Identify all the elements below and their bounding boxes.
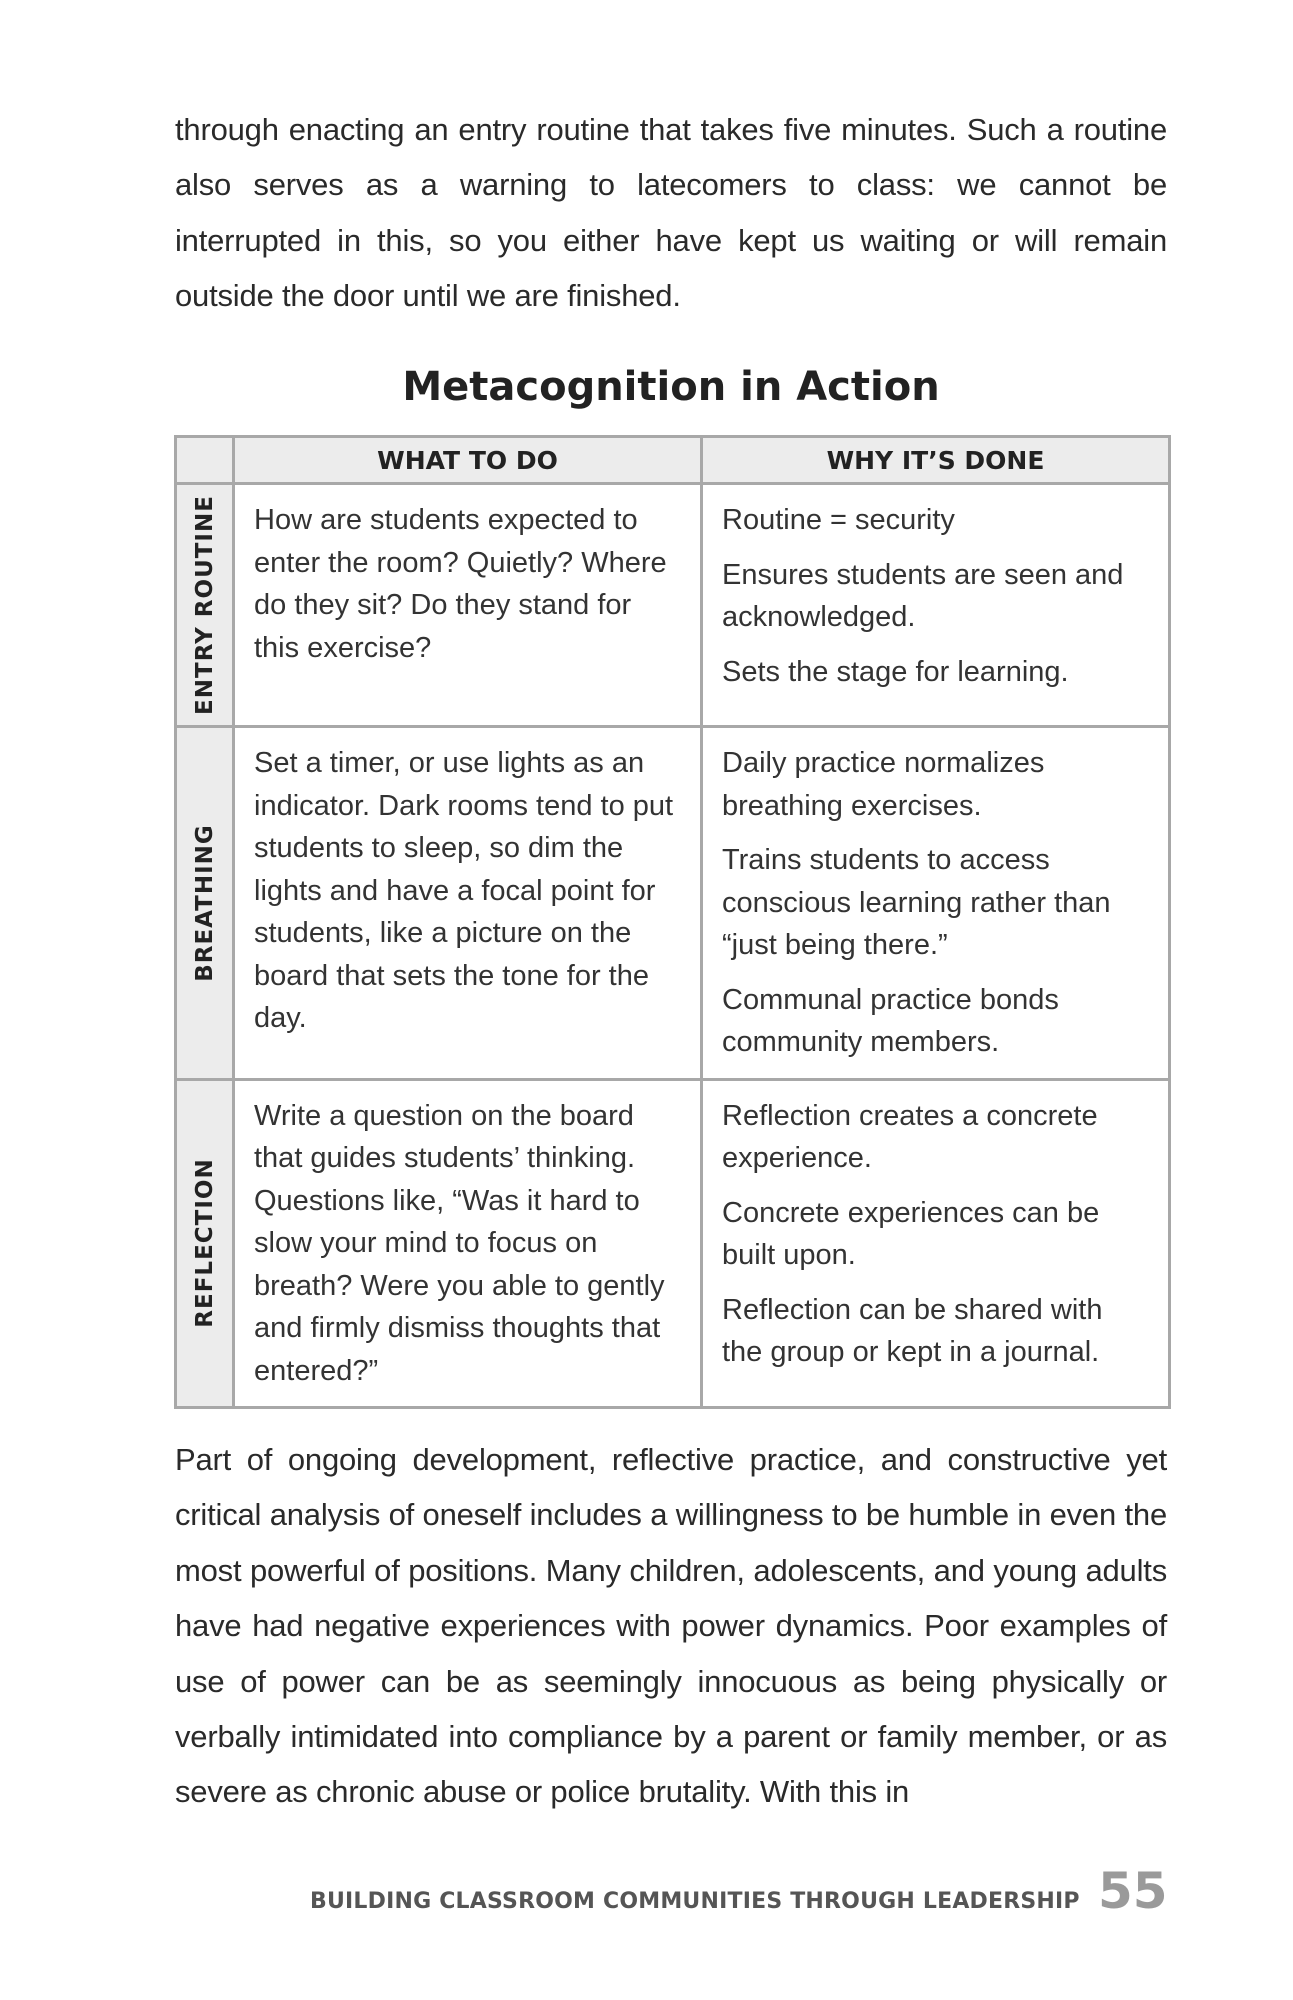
- why-text: Reflection creates a concrete experience.: [722, 1099, 1098, 1174]
- why-text: Daily practice normalizes breathing exercises.: [722, 747, 1045, 822]
- metacognition-table: [174, 435, 1171, 1409]
- why-text: Trains students to access conscious learning rather than “just being there.”: [722, 844, 1111, 961]
- row-label-text: ENTRY ROUTINE: [191, 495, 218, 715]
- row-label-reflection: [176, 1079, 234, 1408]
- what-text: Write a question on the board that guides students’ thinking. Questions like, “Was it hard to slow your mind to focus on breath? Were you able to gently and firmly dismiss thoughts that entered?”: [254, 1099, 665, 1387]
- why-cell-breathing: [702, 727, 1170, 1080]
- table-row-breathing: [176, 727, 1170, 1080]
- running-footer-title: BUILDING CLASSROOM COMMUNITIES THROUGH LEADERSHIP: [310, 1889, 1080, 1914]
- why-cell-entry-routine: [702, 484, 1170, 727]
- why-cell-reflection: [702, 1079, 1170, 1408]
- what-text: Set a timer, or use lights as an indicator. Dark rooms tend to put students to sleep, so dim the lights and have a focal point for students, like a picture on the board that sets the tone for the day.: [254, 747, 674, 1034]
- body-paragraph-bottom: Part of ongoing development, reflective practice, and constructive yet critical analysis of oneself includes a willingness to be humble in even the most powerful of positions. Many children, adolescents, and young adults have had negative experiences with power dynamics. Poor examples of use of power can be as seemingly innocuous as being physically or verbally intimidated into compliance by a parent or family member, or as severe as chronic abuse or police brutality. With this in: [175, 1442, 1167, 1810]
- what-cell-reflection: [234, 1079, 702, 1408]
- why-text: Reflection can be shared with the group or kept in a journal.: [722, 1293, 1103, 1368]
- table-corner-cell: [176, 437, 234, 484]
- why-text: Concrete experiences can be built upon.: [722, 1196, 1100, 1271]
- column-header-what: WHAT TO DO: [234, 437, 702, 484]
- what-text: How are students expected to enter the room? Quietly? Where do they sit? Do they stand for this exercise?: [254, 504, 667, 664]
- what-cell-breathing: [234, 727, 702, 1080]
- row-label-breathing: [176, 727, 234, 1080]
- row-label-entry-routine: [176, 484, 234, 727]
- table-row-reflection: [176, 1079, 1170, 1408]
- why-text: Routine = security: [722, 504, 955, 536]
- table-row-entry-routine: [176, 484, 1170, 727]
- page-number: 55: [1098, 1862, 1168, 1920]
- why-text: Sets the stage for learning.: [722, 655, 1069, 688]
- row-label-text: REFLECTION: [191, 1158, 218, 1328]
- why-text: Communal practice bonds community members.: [722, 983, 1059, 1058]
- table-title: Metacognition in Action: [402, 364, 940, 410]
- row-label-text: BREATHING: [191, 823, 218, 982]
- what-cell-entry-routine: [234, 484, 702, 727]
- body-paragraph-top: through enacting an entry routine that takes five minutes. Such a routine also serves as a warning to latecomers to class: we cannot be interrupted in this, so you either have kept us waiting or will remain outside the door until we are finished.: [175, 112, 1167, 314]
- why-text: Ensures students are seen and acknowledged.: [722, 558, 1124, 633]
- column-header-why: WHY IT’S DONE: [702, 437, 1170, 484]
- table-header-row: [176, 437, 1170, 484]
